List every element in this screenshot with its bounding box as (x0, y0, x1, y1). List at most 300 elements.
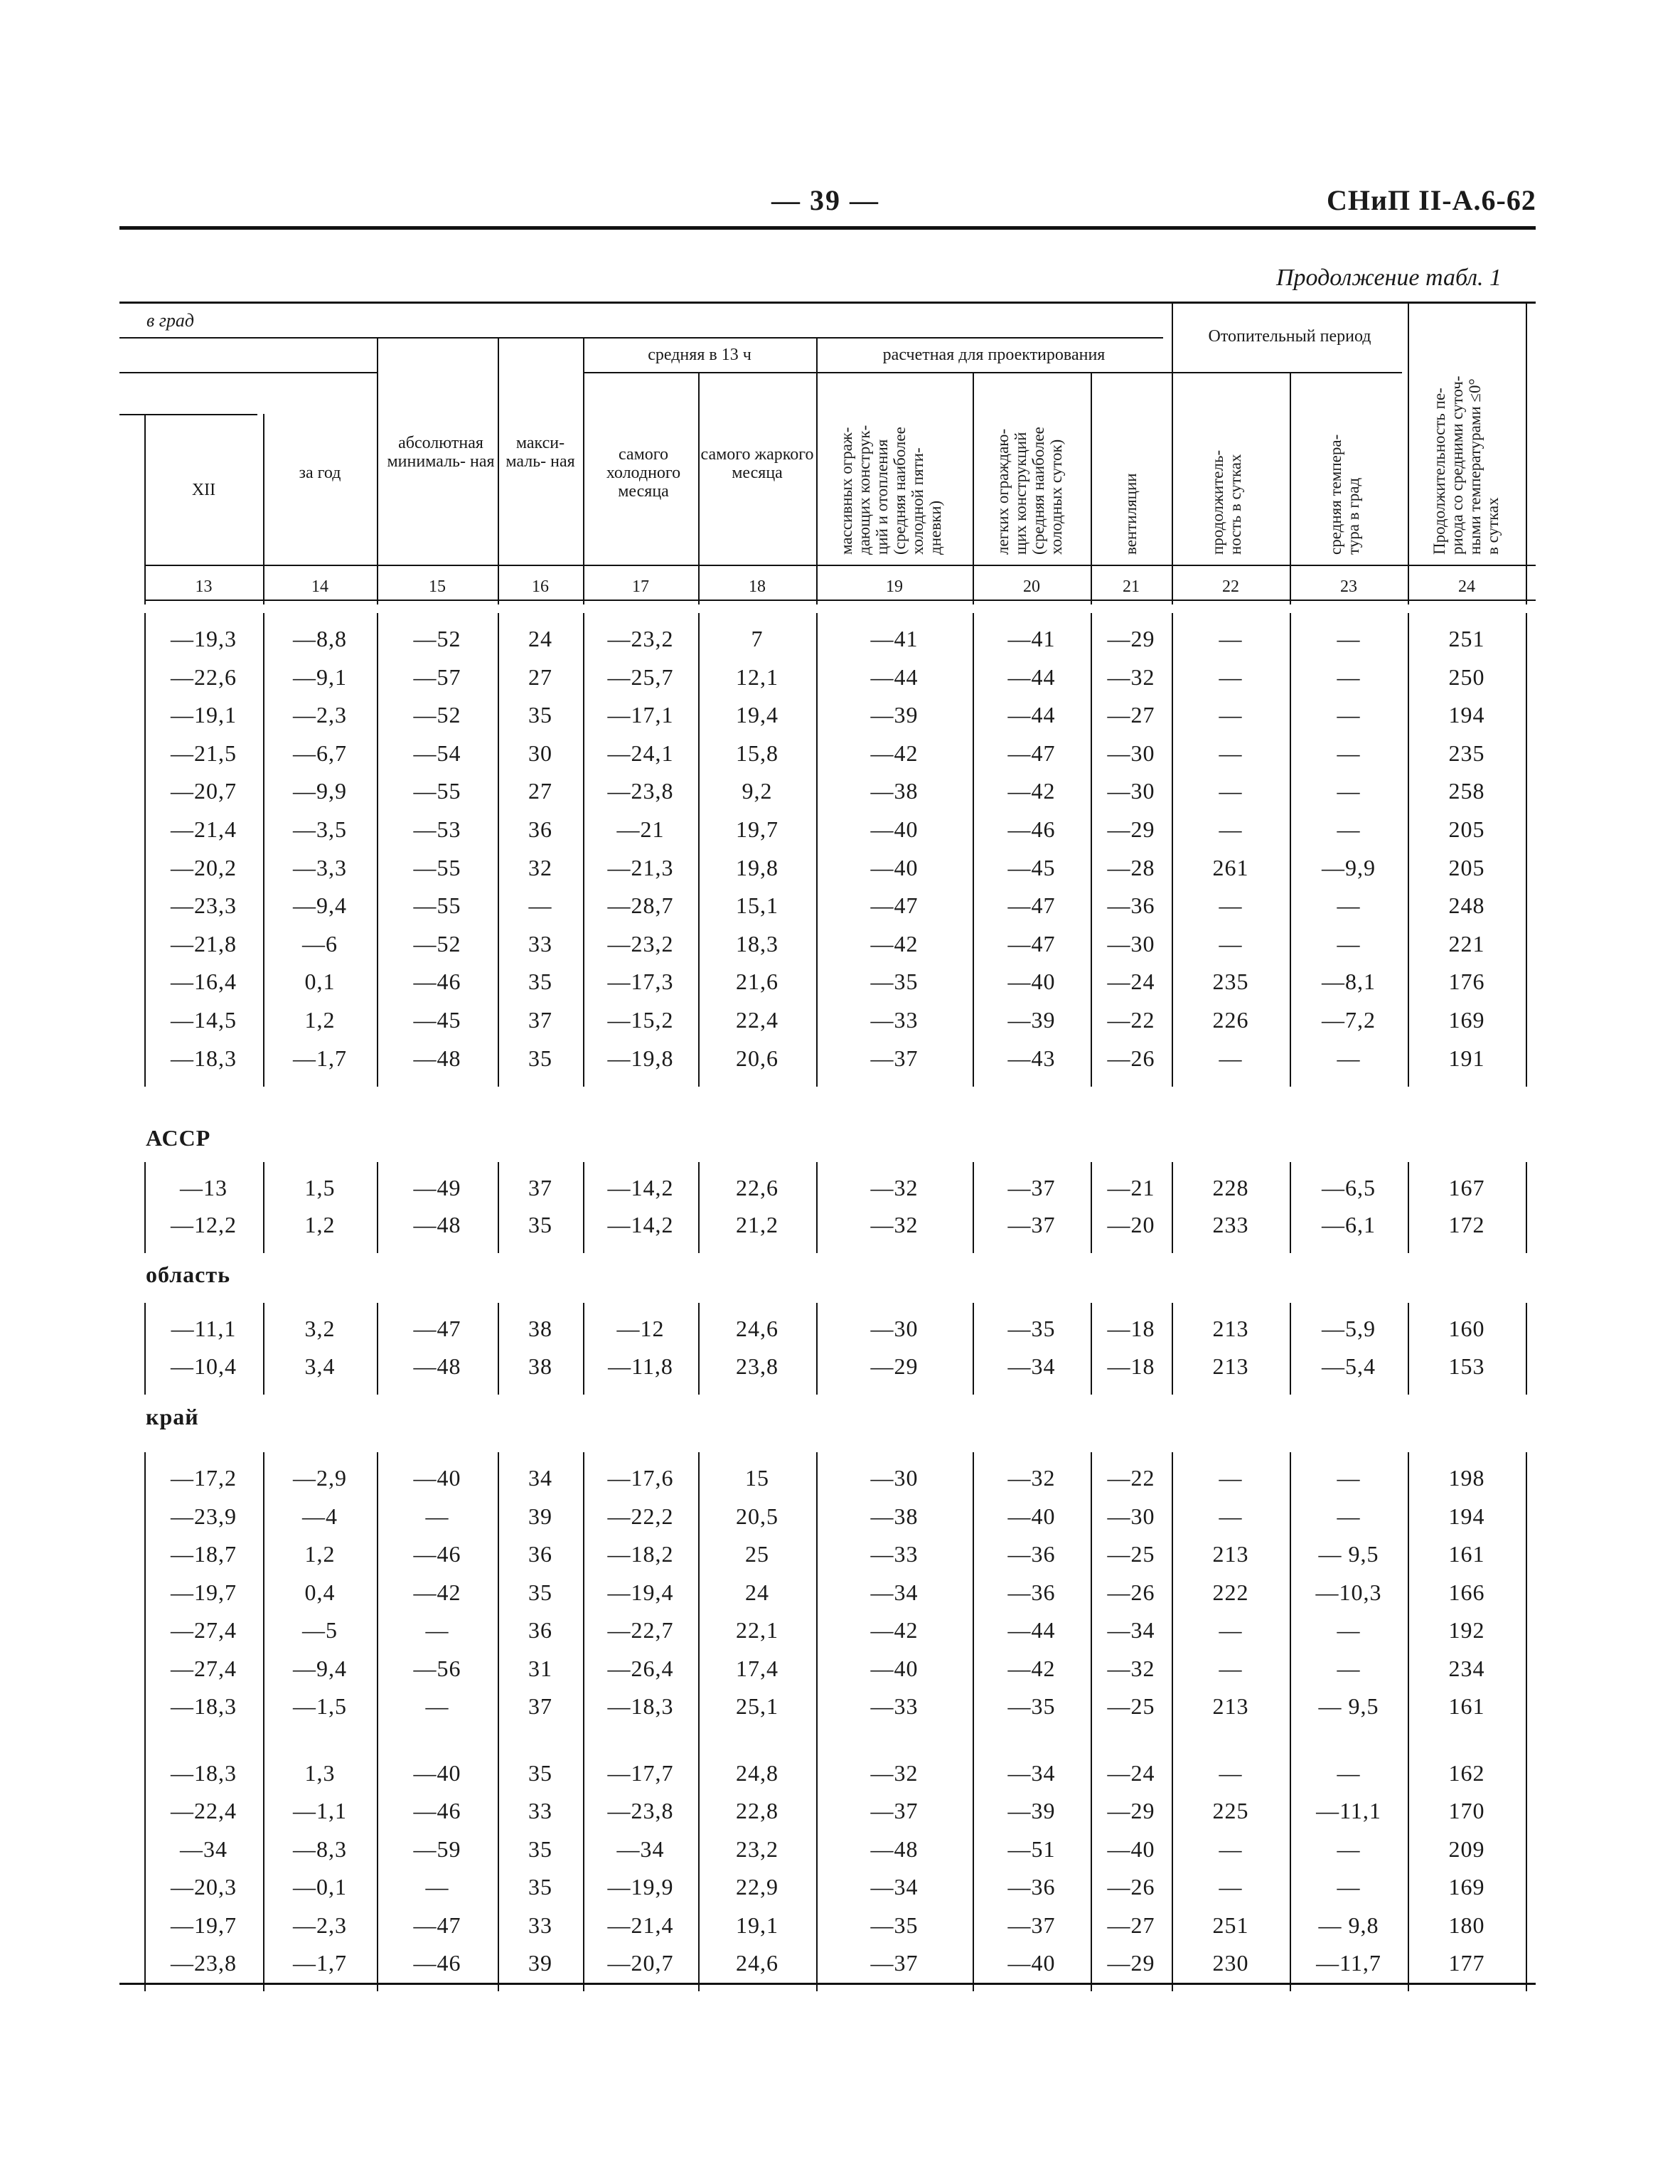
table-cell: —28,7 (607, 893, 674, 919)
table-cell: —21 (1107, 1175, 1155, 1200)
table-cell: 36 (528, 1617, 552, 1643)
table-cell: —26 (1107, 1045, 1155, 1071)
table-cell: —48 (413, 1045, 461, 1071)
table-cell: 18,3 (736, 930, 779, 957)
table-cell: —47 (1007, 740, 1056, 766)
v-16-17 (583, 337, 584, 604)
table-cell: —56 (413, 1655, 461, 1681)
table-cell: 1,5 (304, 1175, 336, 1200)
table-cell: 177 (1448, 1950, 1485, 1976)
table-cell: 30 (528, 740, 552, 766)
table-cell: 161 (1448, 1693, 1485, 1719)
table-cell: —1,7 (293, 1950, 347, 1976)
table-cell: — (1219, 816, 1243, 842)
table-cell: 170 (1448, 1798, 1485, 1823)
table-row (0, 626, 1680, 663)
table-cell: —20 (1107, 1212, 1155, 1237)
table-cell: 35 (528, 1836, 552, 1862)
table-cell: — (1219, 893, 1243, 919)
table-cell: 258 (1448, 778, 1485, 804)
table-cell: —53 (413, 816, 461, 842)
table-cell: 22,8 (736, 1798, 779, 1823)
table-cell: —1,1 (293, 1798, 347, 1823)
table-cell: —8,8 (293, 626, 347, 651)
header-abs-min: абсолютная минималь- ная (387, 434, 495, 471)
table-cell: —19,7 (171, 1579, 237, 1605)
table-cell: — (1219, 1503, 1243, 1529)
table-cell: —10,4 (171, 1353, 237, 1379)
table-cell: — (1337, 1617, 1361, 1643)
table-cell: 19,8 (736, 854, 779, 880)
table-cell: 22,1 (736, 1617, 779, 1643)
table-cell: 25,1 (736, 1693, 779, 1719)
table-cell: 213 (1212, 1353, 1249, 1379)
table-cell: —22,7 (607, 1617, 674, 1643)
table-cell: —34 (616, 1836, 665, 1862)
table-cell: —46 (1007, 816, 1056, 842)
table-cell: —29 (1107, 1950, 1155, 1976)
table-cell: —36 (1007, 1541, 1056, 1567)
table-cell: — (1219, 626, 1243, 651)
table-cell: —34 (1007, 1759, 1056, 1786)
table-row (0, 969, 1680, 1006)
header-colnum-top (144, 565, 1536, 566)
table-cell: 36 (528, 1541, 552, 1567)
table-cell: —2,9 (293, 1465, 347, 1491)
table-row (0, 740, 1680, 777)
col-number: 23 (1340, 577, 1357, 596)
continuation-label: Продолжение табл. 1 (1276, 265, 1502, 291)
table-cell: —32 (870, 1212, 919, 1237)
table-cell: —27 (1107, 702, 1155, 728)
table-cell: —42 (1007, 778, 1056, 804)
table-cell: 24,8 (736, 1759, 779, 1786)
table-cell: —20,2 (171, 854, 237, 880)
table-cell: —33 (870, 1007, 919, 1033)
table-row (0, 816, 1680, 853)
table-cell: — (425, 1874, 449, 1900)
table-cell: —47 (413, 1316, 461, 1341)
column-rule (1408, 613, 1409, 1087)
table-row (0, 1353, 1680, 1390)
table-cell: —44 (870, 664, 919, 690)
table-cell: 39 (528, 1950, 552, 1976)
table-cell: —27,4 (171, 1617, 237, 1643)
table-cell: — (1337, 1874, 1361, 1900)
table-cell: —21,4 (171, 816, 237, 842)
table-cell: — (1337, 1465, 1361, 1491)
v-19-20 (973, 372, 974, 604)
table-cell: — (1337, 778, 1361, 804)
table-cell: —43 (1007, 1045, 1056, 1071)
table-cell: —19,1 (171, 702, 237, 728)
table-cell: —5,9 (1322, 1316, 1376, 1341)
table-cell: —37 (870, 1950, 919, 1976)
column-rule (816, 1303, 818, 1395)
header-coldest-month: самого холодного месяца (606, 445, 681, 501)
table-cell: — 9,5 (1318, 1541, 1379, 1567)
table-cell: —23,2 (607, 626, 674, 651)
table-cell: —17,2 (171, 1465, 237, 1491)
header-group-13h: средняя в 13 ч (648, 346, 751, 364)
table-cell: 37 (528, 1693, 552, 1719)
table-cell: —2,3 (293, 1912, 347, 1938)
table-cell: —3,5 (293, 816, 347, 842)
table-cell: 19,4 (736, 702, 779, 728)
table-cell: 33 (528, 1798, 552, 1823)
column-rule (144, 1452, 146, 1991)
header-ventilation: вентиляции (1122, 473, 1140, 555)
table-cell: —46 (413, 969, 461, 995)
table-cell: —5,4 (1322, 1353, 1376, 1379)
header-top-rule (119, 302, 1536, 304)
table-cell: —21,3 (607, 854, 674, 880)
table-cell: —37 (870, 1045, 919, 1071)
table-cell: —42 (870, 930, 919, 957)
column-rule (816, 1162, 818, 1253)
table-cell: —9,4 (293, 1655, 347, 1681)
table-cell: — (1219, 1465, 1243, 1491)
table-cell: 198 (1448, 1465, 1485, 1491)
column-rule (1526, 613, 1527, 1087)
table-cell: — (425, 1693, 449, 1719)
table-row (0, 1656, 1680, 1693)
table-cell: 38 (528, 1353, 552, 1379)
table-cell: —32 (1107, 664, 1155, 690)
table-cell: —1,5 (293, 1693, 347, 1719)
table-cell: — (1337, 816, 1361, 842)
table-cell: 169 (1448, 1874, 1485, 1900)
table-row (0, 1912, 1680, 1949)
table-cell: —46 (413, 1950, 461, 1976)
table-cell: — (1337, 1655, 1361, 1681)
table-cell: —23,8 (171, 1950, 237, 1976)
table-cell: —38 (870, 1503, 919, 1529)
table-cell: 22,9 (736, 1874, 779, 1900)
column-rule (973, 1452, 974, 1991)
table-cell: 248 (1448, 893, 1485, 919)
column-rule (583, 1162, 584, 1253)
table-cell: 23,8 (736, 1353, 779, 1379)
table-cell: —26,4 (607, 1655, 674, 1681)
header-rule-heating (1163, 372, 1402, 373)
table-cell: —40 (1107, 1836, 1155, 1862)
v-20-21 (1091, 372, 1092, 604)
table-cell: 17,4 (736, 1655, 779, 1681)
column-rule (1091, 1303, 1092, 1395)
table-cell: 27 (528, 778, 552, 804)
page-number: — 39 — (771, 184, 879, 216)
table-cell: —16,4 (171, 969, 237, 995)
v-24-right (1526, 302, 1527, 604)
table-cell: —29 (1107, 1798, 1155, 1823)
table-cell: —11,7 (1316, 1950, 1381, 1976)
column-rule (816, 613, 818, 1087)
column-rule (698, 1162, 700, 1253)
table-cell: 24,6 (736, 1950, 779, 1976)
table-cell: —11,8 (608, 1353, 673, 1379)
column-rule (698, 1452, 700, 1991)
table-cell: —39 (1007, 1798, 1056, 1823)
table-cell: 31 (528, 1655, 552, 1681)
column-rule (498, 613, 499, 1087)
table-cell: —41 (1007, 626, 1056, 651)
table-cell: —19,9 (607, 1874, 674, 1900)
table-cell: —18,3 (607, 1693, 674, 1719)
column-rule (144, 1162, 146, 1253)
table-cell: — 9,8 (1318, 1912, 1379, 1938)
column-rule (263, 1162, 264, 1253)
table-cell: 25 (745, 1541, 769, 1567)
table-cell: —12 (616, 1316, 665, 1341)
table-row (0, 931, 1680, 968)
table-cell: —12,2 (171, 1212, 237, 1237)
table-cell: —14,2 (607, 1175, 674, 1200)
table-cell: 35 (528, 1045, 552, 1071)
table-cell: —32 (870, 1175, 919, 1200)
table-cell: —14,5 (171, 1007, 237, 1033)
table-cell: —40 (1007, 969, 1056, 995)
table-cell: — (1337, 702, 1361, 728)
table-cell: 33 (528, 930, 552, 957)
table-cell: 37 (528, 1007, 552, 1033)
table-cell: —8,3 (293, 1836, 347, 1862)
v-13-left (144, 414, 146, 604)
table-row (0, 1760, 1680, 1797)
table-cell: —6 (302, 930, 338, 957)
table-cell: — (1219, 664, 1243, 690)
table-cell: 36 (528, 816, 552, 842)
table-cell: —40 (870, 854, 919, 880)
table-cell: —23,8 (607, 778, 674, 804)
table-cell: —45 (413, 1007, 461, 1033)
column-rule (1290, 1303, 1291, 1395)
table-cell: —32 (1007, 1465, 1056, 1491)
header-colnum-bottom (144, 600, 1536, 601)
table-cell: 33 (528, 1912, 552, 1938)
column-rule (1172, 613, 1173, 1087)
table-cell: —23,9 (171, 1503, 237, 1529)
table-cell: —46 (413, 1798, 461, 1823)
header-rule-left (119, 372, 377, 373)
table-cell: 250 (1448, 664, 1485, 690)
table-cell: —30 (1107, 1503, 1155, 1529)
header-heating-duration: продолжитель- ность в сутках (1209, 449, 1244, 555)
table-cell: —17,1 (607, 702, 674, 728)
col-number: 16 (532, 577, 549, 596)
table-cell: —18 (1107, 1353, 1155, 1379)
table-cell: —34 (870, 1874, 919, 1900)
table-row (0, 1316, 1680, 1353)
table-cell: —6,7 (293, 740, 347, 766)
table-cell: —22 (1107, 1007, 1155, 1033)
table-cell: — (1219, 1655, 1243, 1681)
table-cell: —42 (870, 740, 919, 766)
table-cell: 24,6 (736, 1316, 779, 1341)
table-cell: 27 (528, 664, 552, 690)
table-cell: —25,7 (607, 664, 674, 690)
v-18-19 (816, 337, 818, 604)
column-rule (377, 613, 378, 1087)
table-cell: 221 (1448, 930, 1485, 957)
table-row (0, 1212, 1680, 1249)
column-rule (498, 1303, 499, 1395)
table-cell: —20,7 (607, 1950, 674, 1976)
table-cell: — (1337, 1503, 1361, 1529)
table-cell: —55 (413, 854, 461, 880)
table-cell: —17,6 (607, 1465, 674, 1491)
column-rule (498, 1452, 499, 1991)
section-title: АССР (146, 1125, 211, 1151)
col-number: 19 (886, 577, 903, 596)
table-cell: — (1337, 1045, 1361, 1071)
table-cell: 205 (1448, 854, 1485, 880)
table-cell: 1,3 (304, 1759, 336, 1786)
table-row (0, 1465, 1680, 1502)
header-hottest-month: самого жаркого месяца (700, 445, 814, 482)
table-cell: —55 (413, 778, 461, 804)
table-cell: 38 (528, 1316, 552, 1341)
table-cell: —22 (1107, 1465, 1155, 1491)
table-cell: —52 (413, 626, 461, 651)
table-cell: 37 (528, 1175, 552, 1200)
table-cell: —57 (413, 664, 461, 690)
column-rule (377, 1162, 378, 1253)
header-massive-structures: массивных ограж- дающих конструк- ций и отопления (средняя наиболее холодной пяти- дневки) (838, 425, 944, 555)
table-cell: — (1219, 702, 1243, 728)
table-cell: —44 (1007, 702, 1056, 728)
header-rule (119, 226, 1536, 230)
table-cell: 0,4 (304, 1579, 336, 1605)
table-cell: —25 (1107, 1541, 1155, 1567)
table-cell: —4 (302, 1503, 338, 1529)
table-cell: —36 (1007, 1579, 1056, 1605)
section-title: край (146, 1404, 199, 1429)
table-cell: —6,1 (1322, 1212, 1376, 1237)
v-22-23 (1290, 372, 1291, 604)
v-23-24 (1408, 302, 1409, 604)
col-number: 22 (1222, 577, 1239, 596)
column-rule (698, 1303, 700, 1395)
table-cell: — (1219, 1874, 1243, 1900)
v-14-15 (377, 337, 378, 604)
table-cell: 235 (1448, 740, 1485, 766)
column-rule (583, 613, 584, 1087)
table-cell: —21 (616, 816, 665, 842)
table-cell: 34 (528, 1465, 552, 1491)
table-cell: 228 (1212, 1175, 1249, 1200)
table-row (0, 778, 1680, 815)
table-cell: —20,3 (171, 1874, 237, 1900)
column-rule (698, 613, 700, 1087)
table-cell: —30 (1107, 740, 1155, 766)
table-cell: —40 (413, 1759, 461, 1786)
header-max: макси- маль- ная (505, 434, 575, 471)
table-cell: —38 (870, 778, 919, 804)
header-period-duration: Продолжительность пе- риода со средними суточ- ными температурами ≤0° в сутках (1430, 375, 1502, 555)
table-row (0, 1503, 1680, 1540)
col-number: 15 (429, 577, 446, 596)
table-cell: —9,9 (293, 778, 347, 804)
column-rule (1290, 613, 1291, 1087)
col-number: 13 (195, 577, 213, 596)
table-cell: —54 (413, 740, 461, 766)
col-number: 20 (1023, 577, 1040, 596)
table-cell: 23,2 (736, 1836, 779, 1862)
header-group-design: расчетная для проектирования (882, 346, 1106, 364)
table-cell: —34 (870, 1579, 919, 1605)
table-cell: —7,2 (1322, 1007, 1376, 1033)
table-cell: 15 (745, 1465, 769, 1491)
table-row (0, 1007, 1680, 1044)
table-cell: 24 (528, 626, 552, 651)
table-cell: — (1337, 1759, 1361, 1786)
table-cell: 191 (1448, 1045, 1485, 1071)
v-13-14 (263, 414, 264, 604)
table-cell: —17,3 (607, 969, 674, 995)
table-cell: —18,2 (607, 1541, 674, 1567)
table-cell: —18 (1107, 1316, 1155, 1341)
table-cell: —22,6 (171, 664, 237, 690)
table-cell: —14,2 (607, 1212, 674, 1237)
table-cell: —9,4 (293, 893, 347, 919)
table-cell: —21,5 (171, 740, 237, 766)
table-row (0, 1798, 1680, 1835)
table-cell: —22,2 (607, 1503, 674, 1529)
table-row (0, 702, 1680, 739)
table-cell: 205 (1448, 816, 1485, 842)
table-cell: —48 (413, 1353, 461, 1379)
column-rule (1290, 1452, 1291, 1991)
table-cell: —9,1 (293, 664, 347, 690)
table-cell: — (1337, 626, 1361, 651)
table-row (0, 1836, 1680, 1873)
table-cell: 20,5 (736, 1503, 779, 1529)
table-cell: —34 (180, 1836, 228, 1862)
table-cell: —1,7 (293, 1045, 347, 1071)
table-cell: 194 (1448, 702, 1485, 728)
table-cell: —29 (870, 1353, 919, 1379)
table-cell: —32 (870, 1759, 919, 1786)
table-cell: 21,2 (736, 1212, 779, 1237)
table-cell: —23,2 (607, 930, 674, 957)
table-cell: — (1219, 778, 1243, 804)
column-rule (973, 1303, 974, 1395)
column-rule (498, 1162, 499, 1253)
table-row (0, 1617, 1680, 1654)
table-cell: 261 (1212, 854, 1249, 880)
table-cell: —35 (870, 1912, 919, 1938)
table-cell: 1,2 (304, 1007, 336, 1033)
column-rule (1091, 613, 1092, 1087)
column-rule (263, 1452, 264, 1991)
table-cell: — (528, 893, 552, 919)
table-cell: —24 (1107, 969, 1155, 995)
table-cell: —21,8 (171, 930, 237, 957)
table-cell: —0,1 (293, 1874, 347, 1900)
table-cell: —2,3 (293, 702, 347, 728)
table-cell: —55 (413, 893, 461, 919)
table-cell: —44 (1007, 664, 1056, 690)
table-cell: —5 (302, 1617, 338, 1643)
column-rule (1526, 1162, 1527, 1253)
column-rule (1408, 1452, 1409, 1991)
table-cell: —13 (180, 1175, 228, 1200)
column-rule (1091, 1162, 1092, 1253)
column-rule (1408, 1162, 1409, 1253)
table-cell: —19,4 (607, 1579, 674, 1605)
header-rule-3 (119, 414, 257, 415)
